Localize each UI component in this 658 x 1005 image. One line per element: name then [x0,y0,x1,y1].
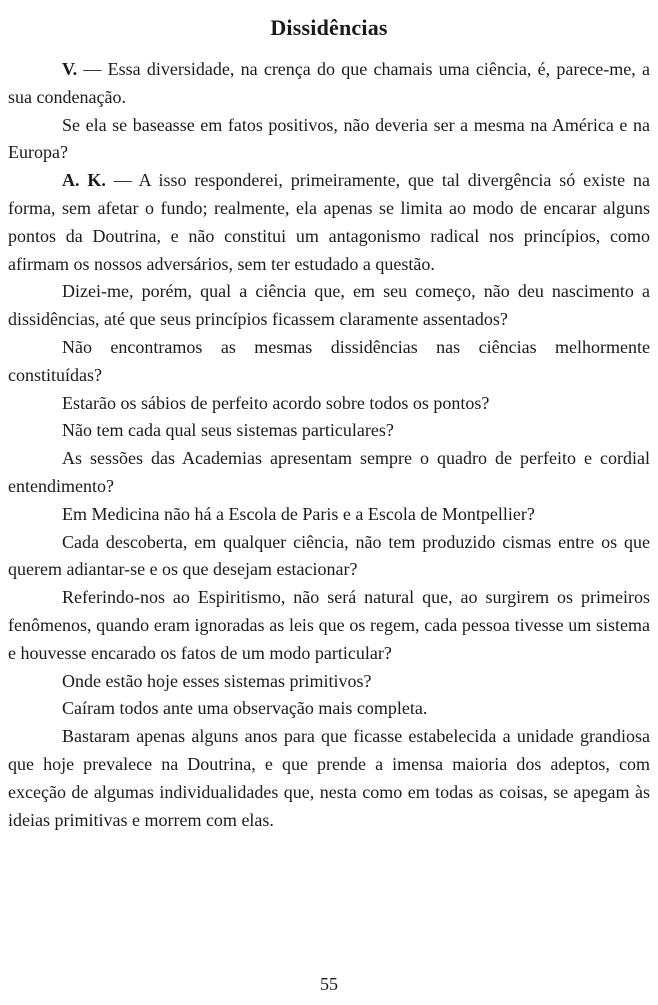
paragraph [8,584,650,667]
paragraph [8,417,650,445]
paragraph [8,501,650,529]
paragraph-text: Cada descoberta, em qualquer ciência, não tem produzido cismas entre os que querem adiantar-se e os que desejam estacionar? [8,531,650,580]
paragraph-text: Caíram todos ante uma observação mais completa. [62,698,428,719]
paragraph [8,529,650,585]
paragraph-text: Não tem cada qual seus sistemas particulares? [62,420,394,441]
paragraph [8,723,650,834]
speaker-label: V. [62,59,78,79]
speaker-label: A. K. [62,170,106,191]
paragraph [8,278,650,334]
page-heading: Dissidências [270,15,388,40]
paragraph-text: Referindo-nos ao Espiritismo, não será natural que, ao surgirem os primeiros fenômenos, quando eram ignoradas as leis que os regem, cada pessoa tivesse um sistema e houvesse encarado os fatos de um modo particular? [8,587,650,663]
paragraph [8,167,650,278]
paragraph [8,334,650,390]
paragraph-text: Estarão os sábios de perfeito acordo sobre todos os pontos? [62,392,490,413]
paragraph-text: Se ela se baseasse em fatos positivos, não deveria ser a mesma na América e na Europa? [8,114,650,163]
paragraph-text: — Essa diversidade, na crença do que chamais uma ciência, é, parece-me, a sua condenação. [8,59,650,107]
page-content [8,14,650,834]
paragraph-text: — A isso responderei, primeiramente, que tal divergência só existe na forma, sem afetar o fundo; realmente, ela apenas se limita ao modo de encarar alguns pontos da Doutrina, e não constitui um antagonismo radical nos princípios, como afirmam os nossos adversários, sem ter estudado a questão. [8,170,650,274]
paragraph-text: Em Medicina não há a Escola de Paris e a Escola de Montpellier? [62,503,535,524]
paragraph-text: Bastaram apenas alguns anos para que ficasse estabelecida a unidade grandiosa que hoje prevalece na Doutrina, e que prende a imensa maioria dos adeptos, com exceção de algumas individualidades que, nesta como em todas as coisas, se apegam às ideias primitivas e morrem com elas. [8,726,650,830]
body-text [8,56,650,834]
paragraph-text: Onde estão hoje esses sistemas primitivos? [62,670,372,691]
paragraph-text: As sessões das Academias apresentam sempre o quadro de perfeito e cordial entendimento? [8,448,650,496]
paragraph-text: Não encontramos as mesmas dissidências nas ciências melhormente constituídas? [8,336,650,385]
paragraph [8,445,650,501]
paragraph [8,695,650,723]
paragraph [8,56,650,112]
paragraph [8,668,650,696]
paragraph [8,112,650,168]
paragraph [8,390,650,418]
paragraph-text: Dizei-me, porém, qual a ciência que, em seu começo, não deu nascimento a dissidências, até que seus princípios ficassem claramente assentados? [8,281,650,330]
page-number: 55 [320,974,338,994]
